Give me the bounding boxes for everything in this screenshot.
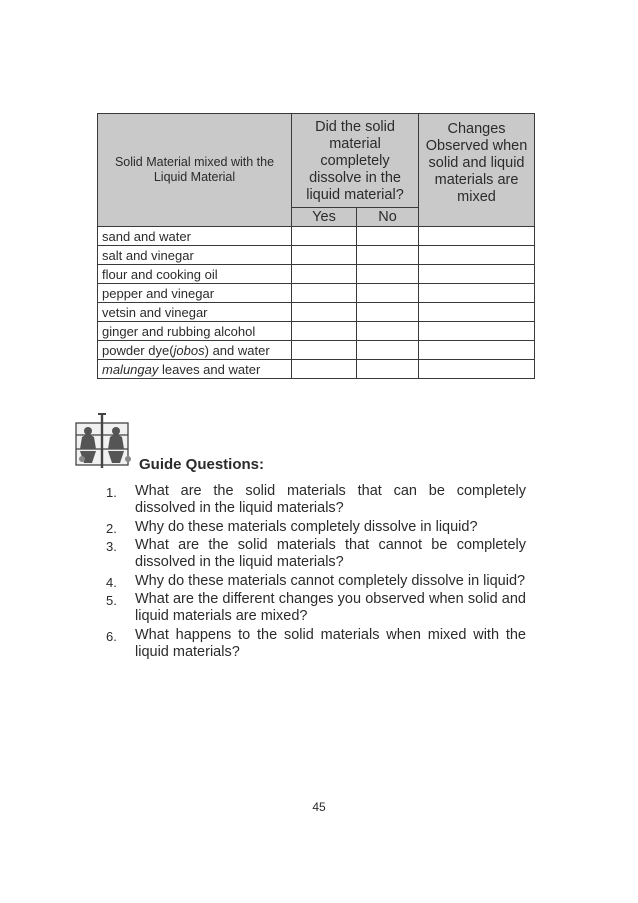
material-cell	[98, 227, 292, 246]
yes-cell[interactable]	[292, 360, 357, 379]
material-cell	[98, 284, 292, 303]
changes-cell[interactable]	[419, 227, 535, 246]
guide-questions-list	[106, 483, 526, 662]
table-row	[98, 341, 535, 360]
material-cell	[98, 303, 292, 322]
header-solid-material: Solid Material mixed with the Liquid Material	[98, 114, 292, 227]
no-cell[interactable]	[357, 246, 419, 265]
material-text: vetsin and vinegar	[102, 304, 208, 320]
changes-cell[interactable]	[419, 265, 535, 284]
changes-cell[interactable]	[419, 360, 535, 379]
no-cell[interactable]	[357, 322, 419, 341]
material-text: leaves and water	[158, 361, 261, 377]
material-text: salt and vinegar	[102, 247, 194, 263]
table-row	[98, 227, 535, 246]
table-row	[98, 360, 535, 379]
header-yes: Yes	[292, 208, 357, 227]
yes-cell[interactable]	[292, 246, 357, 265]
yes-cell[interactable]	[292, 227, 357, 246]
table-row	[98, 322, 535, 341]
question-item	[106, 627, 526, 661]
yes-cell[interactable]	[292, 341, 357, 360]
no-cell[interactable]	[357, 284, 419, 303]
material-cell	[98, 265, 292, 284]
no-cell[interactable]	[357, 265, 419, 284]
yes-cell[interactable]	[292, 265, 357, 284]
table-row	[98, 246, 535, 265]
question-item	[106, 537, 526, 571]
question-text: What happens to the solid materials when mixed with the liquid materials?	[135, 626, 526, 660]
question-item	[106, 483, 526, 517]
no-cell[interactable]	[357, 360, 419, 379]
yes-cell[interactable]	[292, 322, 357, 341]
no-cell[interactable]	[357, 341, 419, 360]
guide-questions-title: Guide Questions:	[139, 456, 265, 473]
question-number: 3.	[106, 539, 117, 554]
material-cell	[98, 360, 292, 379]
material-text: ginger and rubbing alcohol	[102, 323, 256, 339]
table-row	[98, 303, 535, 322]
question-item	[106, 573, 526, 590]
question-item	[106, 519, 526, 536]
material-text: flour and cooking oil	[102, 266, 218, 282]
question-number: 5.	[106, 593, 117, 608]
question-text: What are the solid materials that can be completely dissolved in the liquid materials?	[135, 483, 526, 516]
no-cell[interactable]	[357, 303, 419, 322]
material-cell	[98, 341, 292, 360]
material-text: jobos	[173, 342, 205, 358]
question-text: What are the different changes you observed when solid and liquid materials are mixed?	[135, 591, 526, 624]
question-number: 1.	[106, 485, 117, 500]
question-text: Why do these materials cannot completely dissolve in liquid?	[135, 572, 526, 589]
no-cell[interactable]	[357, 227, 419, 246]
observation-table	[97, 113, 535, 379]
material-text: powder dye(	[102, 342, 174, 358]
material-text: ) and water	[204, 342, 270, 358]
changes-cell[interactable]	[419, 284, 535, 303]
changes-cell[interactable]	[419, 303, 535, 322]
header-changes-observed: Changes Observed when solid and liquid materials are mixed	[419, 114, 535, 227]
material-text: sand and water	[102, 228, 191, 244]
question-text: What are the solid materials that cannot be completely dissolved in the liquid materials?	[135, 537, 526, 570]
question-item	[106, 591, 526, 625]
page-number: 45	[312, 800, 326, 814]
changes-cell[interactable]	[419, 246, 535, 265]
material-text: pepper and vinegar	[102, 285, 215, 301]
header-no: No	[357, 208, 419, 227]
question-text: Why do these materials completely dissolve in liquid?	[135, 518, 478, 535]
question-number: 6.	[106, 628, 117, 644]
yes-cell[interactable]	[292, 303, 357, 322]
table-row	[98, 265, 535, 284]
changes-cell[interactable]	[419, 341, 535, 360]
guide-questions-icon	[74, 413, 134, 469]
material-cell	[98, 246, 292, 265]
material-text: malungay	[102, 361, 159, 377]
material-cell	[98, 322, 292, 341]
question-number: 2.	[106, 520, 117, 536]
question-number: 4.	[106, 574, 117, 590]
header-dissolve-question: Did the solid material completely dissolve in the liquid material?	[292, 114, 419, 208]
table-row	[98, 284, 535, 303]
yes-cell[interactable]	[292, 284, 357, 303]
changes-cell[interactable]	[419, 322, 535, 341]
